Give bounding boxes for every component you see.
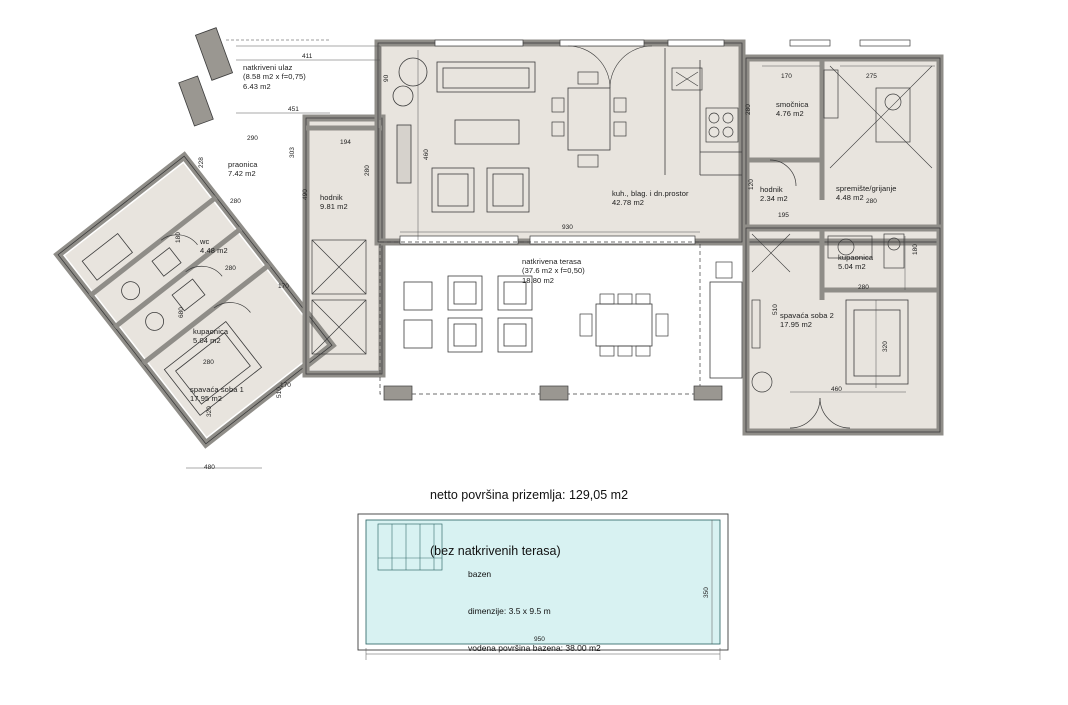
dimension-d-280d: 280 bbox=[203, 359, 214, 366]
room-name: spavaća soba 2 bbox=[780, 311, 834, 320]
room-name: kupaonica bbox=[838, 253, 874, 262]
dimension-d-280e: 280 bbox=[745, 104, 752, 115]
summary-line-1: netto površina prizemlja: 129,05 m2 bbox=[430, 487, 629, 502]
room-name: natkriveni ulaz bbox=[243, 63, 293, 72]
room-label-spavaca-soba-2 bbox=[780, 311, 834, 330]
room-area: 17.95 m2 bbox=[780, 320, 813, 330]
dimension-d-930: 930 bbox=[562, 224, 573, 231]
room-area: 7.42 m2 bbox=[228, 169, 256, 179]
room-area: 5.04 m2 bbox=[193, 336, 221, 346]
dimension-d-280a: 280 bbox=[230, 198, 241, 205]
dimension-d-303: 303 bbox=[289, 147, 296, 158]
dimension-d-680: 680 bbox=[178, 307, 185, 318]
room-area: 2.34 m2 bbox=[760, 194, 788, 204]
room-label-hodnik-1 bbox=[320, 193, 348, 212]
room-label-smocnica bbox=[776, 100, 808, 119]
room-name: praonica bbox=[228, 160, 258, 169]
pool-label-line-2: dimenzije: 3.5 x 9.5 m bbox=[468, 605, 551, 616]
room-detail: (37.6 m2 x f=0,50) bbox=[522, 266, 585, 276]
room-name: wc bbox=[200, 237, 210, 246]
room-area: 18.80 m2 bbox=[522, 275, 555, 285]
dimension-d-280g: 280 bbox=[858, 284, 869, 291]
dimension-d-320a: 320 bbox=[206, 406, 213, 417]
room-label-spavaca-soba-1 bbox=[190, 385, 244, 404]
room-name: hodnik bbox=[760, 185, 783, 194]
dimension-d-320b: 320 bbox=[882, 341, 889, 352]
room-label-kupaonica-1 bbox=[193, 327, 228, 346]
pool-dim-width: 950 bbox=[534, 636, 545, 643]
room-area: 4.76 m2 bbox=[776, 109, 804, 119]
room-label-dnevni-prostor bbox=[612, 189, 689, 208]
pool-label bbox=[468, 543, 601, 666]
room-label-natkrivena-terasa bbox=[522, 257, 585, 285]
room-label-praonica bbox=[228, 160, 258, 179]
room-area: 42.78 m2 bbox=[612, 198, 645, 208]
room-area: 4.48 m2 bbox=[836, 193, 864, 203]
dimension-d-280b: 280 bbox=[364, 165, 371, 176]
dimension-d-275: 275 bbox=[866, 73, 877, 80]
room-detail: (8.58 m2 x f=0,75) bbox=[243, 72, 306, 82]
dimension-d-170c: 170 bbox=[781, 73, 792, 80]
room-area: 9.81 m2 bbox=[320, 202, 348, 212]
summary-line-2: (bez natkrivenih terasa) bbox=[430, 543, 561, 558]
room-area: 17.95 m2 bbox=[190, 394, 223, 404]
pool-label-line-1: bazen bbox=[468, 568, 492, 579]
dimension-d-170b: 170 bbox=[280, 382, 291, 389]
dimension-d-480: 480 bbox=[204, 464, 215, 471]
room-area: 6.43 m2 bbox=[243, 81, 271, 91]
room-area: 4.48 m2 bbox=[200, 246, 228, 256]
dimension-d-195: 195 bbox=[778, 212, 789, 219]
room-name: spavaća soba 1 bbox=[190, 385, 244, 394]
room-label-wc bbox=[200, 237, 228, 256]
dimension-d-510b: 510 bbox=[772, 304, 779, 315]
room-label-natkriveni-ulaz bbox=[243, 63, 306, 91]
room-name: spremište/grijanje bbox=[836, 184, 897, 193]
dimension-d-451: 451 bbox=[288, 106, 299, 113]
room-label-kupaonica-2 bbox=[838, 253, 873, 272]
dimension-d-90: 90 bbox=[383, 74, 390, 82]
dimension-d-194: 194 bbox=[340, 139, 351, 146]
pool-label-line-3: vodena površina bazena: 38.00 m2 bbox=[468, 642, 601, 653]
room-name: natkrivena terasa bbox=[522, 257, 582, 266]
dimension-d-180b: 180 bbox=[912, 244, 919, 255]
dimension-d-490: 490 bbox=[302, 189, 309, 200]
room-area: 5.04 m2 bbox=[838, 262, 866, 272]
room-label-hodnik-2 bbox=[760, 185, 788, 204]
dimension-d-510a: 510 bbox=[276, 387, 283, 398]
room-name: smočnica bbox=[776, 100, 809, 109]
dimension-d-411: 411 bbox=[302, 53, 313, 60]
dimension-d-290: 290 bbox=[247, 135, 258, 142]
dimension-d-120: 120 bbox=[748, 179, 755, 190]
dimension-d-170a: 170 bbox=[278, 283, 289, 290]
dimension-d-228: 228 bbox=[198, 157, 205, 168]
pool-dim-height: 350 bbox=[703, 587, 710, 598]
dimension-d-460b: 460 bbox=[831, 386, 842, 393]
dimension-d-460: 460 bbox=[423, 149, 430, 160]
dimension-d-280f: 280 bbox=[866, 198, 877, 205]
dimension-d-280c: 280 bbox=[225, 265, 236, 272]
room-name: kupaonica bbox=[193, 327, 229, 336]
room-name: kuh., blag. i dn.prostor bbox=[612, 189, 689, 198]
dimension-d-180: 180 bbox=[175, 232, 182, 243]
room-name: hodnik bbox=[320, 193, 343, 202]
